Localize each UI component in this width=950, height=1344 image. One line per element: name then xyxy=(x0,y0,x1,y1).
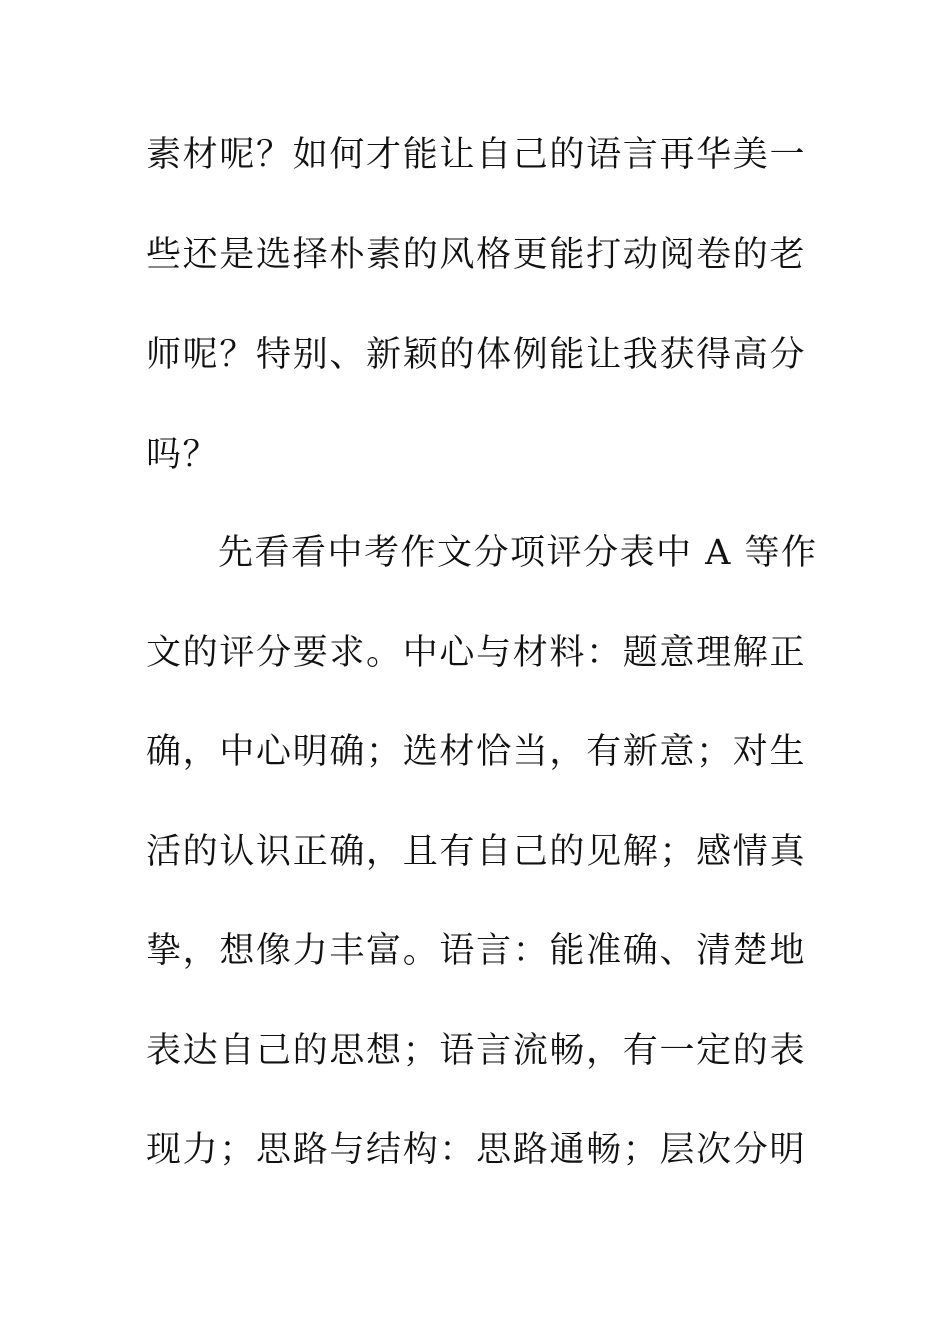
text-line-1: 素材呢？如何才能让自己的语言再华美一 xyxy=(146,135,806,175)
paragraph-indent-line: 先看看中考作文分项评分表中 A 等作 xyxy=(218,533,818,573)
text-line-6: 文的评分要求。中心与材料：题意理解正 xyxy=(146,633,806,673)
text-line-9: 挚，想像力丰富。语言：能准确、清楚地 xyxy=(146,931,806,971)
text-line-10: 表达自己的思想；语言流畅，有一定的表 xyxy=(146,1031,806,1071)
text-line-4: 吗？ xyxy=(146,435,220,475)
text-line-3: 师呢？特别、新颖的体例能让我获得高分 xyxy=(146,335,806,375)
text-line-2: 些还是选择朴素的风格更能打动阅卷的老 xyxy=(146,235,806,275)
text-line-7: 确，中心明确；选材恰当，有新意；对生 xyxy=(146,732,806,772)
text-line-11: 现力；思路与结构：思路通畅；层次分明 xyxy=(146,1130,806,1170)
text-line-8: 活的认识正确，且有自己的见解；感情真 xyxy=(146,832,806,872)
